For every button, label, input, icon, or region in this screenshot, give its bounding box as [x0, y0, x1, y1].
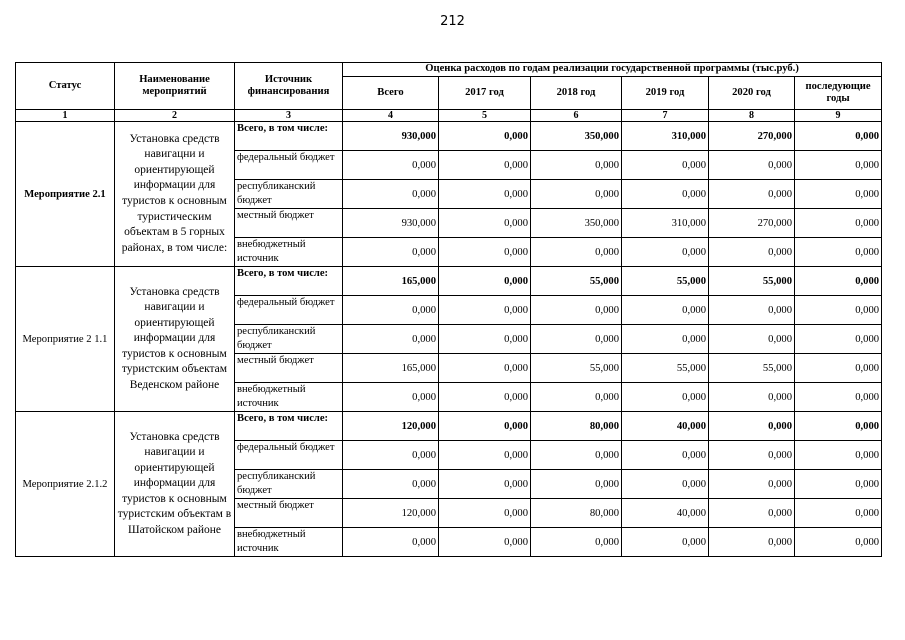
amount-cell: 55,000: [531, 267, 622, 296]
amount-cell: 0,000: [622, 383, 709, 412]
amount-cell: 0,000: [531, 238, 622, 267]
amount-cell: 55,000: [709, 267, 795, 296]
amount-cell: 0,000: [622, 151, 709, 180]
amount-cell: 930,000: [343, 209, 439, 238]
amount-cell: 0,000: [795, 441, 882, 470]
column-index: 3: [235, 110, 343, 122]
amount-cell: 80,000: [531, 412, 622, 441]
funding-source-cell: Всего, в том числе:: [235, 122, 343, 151]
amount-cell: 0,000: [343, 528, 439, 557]
amount-cell: 930,000: [343, 122, 439, 151]
column-index: 7: [622, 110, 709, 122]
amount-cell: 0,000: [439, 151, 531, 180]
amount-cell: 165,000: [343, 354, 439, 383]
amount-cell: 55,000: [531, 354, 622, 383]
amount-cell: 0,000: [439, 267, 531, 296]
header-status: Статус: [16, 63, 115, 110]
column-index-row: [16, 110, 882, 122]
amount-cell: 0,000: [439, 238, 531, 267]
funding-source-cell: местный бюджет: [235, 354, 343, 383]
amount-cell: 0,000: [343, 238, 439, 267]
amount-cell: 0,000: [795, 412, 882, 441]
amount-cell: 0,000: [795, 470, 882, 499]
amount-cell: 0,000: [439, 296, 531, 325]
status-cell: Мероприятие 2 1.1: [16, 267, 115, 412]
amount-cell: 0,000: [622, 296, 709, 325]
amount-cell: 0,000: [709, 499, 795, 528]
amount-cell: 165,000: [343, 267, 439, 296]
amount-cell: 40,000: [622, 412, 709, 441]
funding-source-cell: местный бюджет: [235, 499, 343, 528]
column-index: 5: [439, 110, 531, 122]
column-index: 9: [795, 110, 882, 122]
amount-cell: 0,000: [709, 238, 795, 267]
amount-cell: 0,000: [709, 470, 795, 499]
status-cell: Мероприятие 2.1: [16, 122, 115, 267]
budget-table: [15, 62, 882, 557]
amount-cell: 0,000: [795, 238, 882, 267]
amount-cell: 40,000: [622, 499, 709, 528]
amount-cell: 0,000: [795, 209, 882, 238]
amount-cell: 0,000: [531, 441, 622, 470]
column-index: 6: [531, 110, 622, 122]
amount-cell: 0,000: [343, 325, 439, 354]
amount-cell: 0,000: [531, 383, 622, 412]
header-row: [16, 63, 882, 77]
amount-cell: 0,000: [439, 383, 531, 412]
amount-cell: 0,000: [622, 180, 709, 209]
amount-cell: 0,000: [439, 354, 531, 383]
funding-source-cell: республиканский бюджет: [235, 470, 343, 499]
status-cell: Мероприятие 2.1.2: [16, 412, 115, 557]
header-estimate: Оценка расходов по годам реализации государственной программы (тыс.руб.): [343, 63, 882, 77]
table-row: [16, 267, 882, 296]
header-year: 2018 год: [531, 77, 622, 110]
amount-cell: 0,000: [709, 151, 795, 180]
amount-cell: 0,000: [709, 325, 795, 354]
amount-cell: 0,000: [531, 528, 622, 557]
amount-cell: 0,000: [795, 499, 882, 528]
measure-name-cell: Установка средств навигации и ориентирующей информации для туристов к основным туристским объектам в Шатойском районе: [115, 412, 235, 557]
amount-cell: 0,000: [795, 296, 882, 325]
amount-cell: 0,000: [439, 412, 531, 441]
amount-cell: 0,000: [795, 325, 882, 354]
amount-cell: 0,000: [622, 441, 709, 470]
amount-cell: 0,000: [622, 325, 709, 354]
table-row: [16, 412, 882, 441]
amount-cell: 310,000: [622, 122, 709, 151]
amount-cell: 0,000: [343, 470, 439, 499]
amount-cell: 0,000: [439, 325, 531, 354]
page-number: 212: [440, 14, 465, 29]
amount-cell: 0,000: [795, 151, 882, 180]
amount-cell: 0,000: [795, 122, 882, 151]
measure-name-cell: Установка средств навигации и ориентирующей информации для туристов к основным туристским объектам Веденском районе: [115, 267, 235, 412]
amount-cell: 0,000: [531, 325, 622, 354]
column-index: 2: [115, 110, 235, 122]
amount-cell: 120,000: [343, 499, 439, 528]
amount-cell: 0,000: [795, 528, 882, 557]
amount-cell: 0,000: [709, 412, 795, 441]
amount-cell: 0,000: [343, 383, 439, 412]
measure-name-cell: Установка средств навигацни и ориентирующей информации для туристов к основным туристическим объектам в 5 горных районах, в том числе:: [115, 122, 235, 267]
table-body: [16, 122, 882, 557]
funding-source-cell: федеральный бюджет: [235, 441, 343, 470]
column-index: 8: [709, 110, 795, 122]
amount-cell: 0,000: [343, 296, 439, 325]
amount-cell: 0,000: [439, 441, 531, 470]
amount-cell: 0,000: [531, 151, 622, 180]
amount-cell: 0,000: [343, 441, 439, 470]
funding-source-cell: федеральный бюджет: [235, 151, 343, 180]
funding-source-cell: Всего, в том числе:: [235, 267, 343, 296]
amount-cell: 270,000: [709, 122, 795, 151]
header-year: последующие годы: [795, 77, 882, 110]
amount-cell: 120,000: [343, 412, 439, 441]
amount-cell: 0,000: [709, 180, 795, 209]
column-index: 1: [16, 110, 115, 122]
amount-cell: 0,000: [343, 180, 439, 209]
amount-cell: 0,000: [439, 209, 531, 238]
amount-cell: 0,000: [709, 383, 795, 412]
header-year: 2020 год: [709, 77, 795, 110]
amount-cell: 0,000: [439, 499, 531, 528]
amount-cell: 0,000: [439, 122, 531, 151]
amount-cell: 0,000: [531, 470, 622, 499]
amount-cell: 0,000: [795, 267, 882, 296]
column-index: 4: [343, 110, 439, 122]
amount-cell: 0,000: [795, 383, 882, 412]
funding-source-cell: местный бюджет: [235, 209, 343, 238]
header-year: Всего: [343, 77, 439, 110]
amount-cell: 55,000: [622, 354, 709, 383]
amount-cell: 0,000: [709, 441, 795, 470]
amount-cell: 0,000: [439, 528, 531, 557]
amount-cell: 0,000: [795, 354, 882, 383]
amount-cell: 55,000: [709, 354, 795, 383]
header-name: Наименование мероприятий: [115, 63, 235, 110]
header-source: Источник финансирования: [235, 63, 343, 110]
amount-cell: 55,000: [622, 267, 709, 296]
funding-source-cell: внебюджетный источник: [235, 528, 343, 557]
amount-cell: 0,000: [531, 180, 622, 209]
amount-cell: 0,000: [343, 151, 439, 180]
funding-source-cell: внебюджетный источник: [235, 383, 343, 412]
amount-cell: 350,000: [531, 122, 622, 151]
header-year: 2017 год: [439, 77, 531, 110]
amount-cell: 0,000: [709, 528, 795, 557]
funding-source-cell: республиканский бюджет: [235, 325, 343, 354]
amount-cell: 350,000: [531, 209, 622, 238]
amount-cell: 0,000: [795, 180, 882, 209]
amount-cell: 0,000: [709, 296, 795, 325]
amount-cell: 0,000: [439, 180, 531, 209]
amount-cell: 0,000: [622, 470, 709, 499]
amount-cell: 80,000: [531, 499, 622, 528]
funding-source-cell: Всего, в том числе:: [235, 412, 343, 441]
table-row: [16, 122, 882, 151]
funding-source-cell: федеральный бюджет: [235, 296, 343, 325]
funding-source-cell: внебюджетный источник: [235, 238, 343, 267]
amount-cell: 0,000: [439, 470, 531, 499]
amount-cell: 0,000: [622, 528, 709, 557]
amount-cell: 270,000: [709, 209, 795, 238]
amount-cell: 0,000: [531, 296, 622, 325]
amount-cell: 310,000: [622, 209, 709, 238]
funding-source-cell: республиканский бюджет: [235, 180, 343, 209]
header-year: 2019 год: [622, 77, 709, 110]
amount-cell: 0,000: [622, 238, 709, 267]
